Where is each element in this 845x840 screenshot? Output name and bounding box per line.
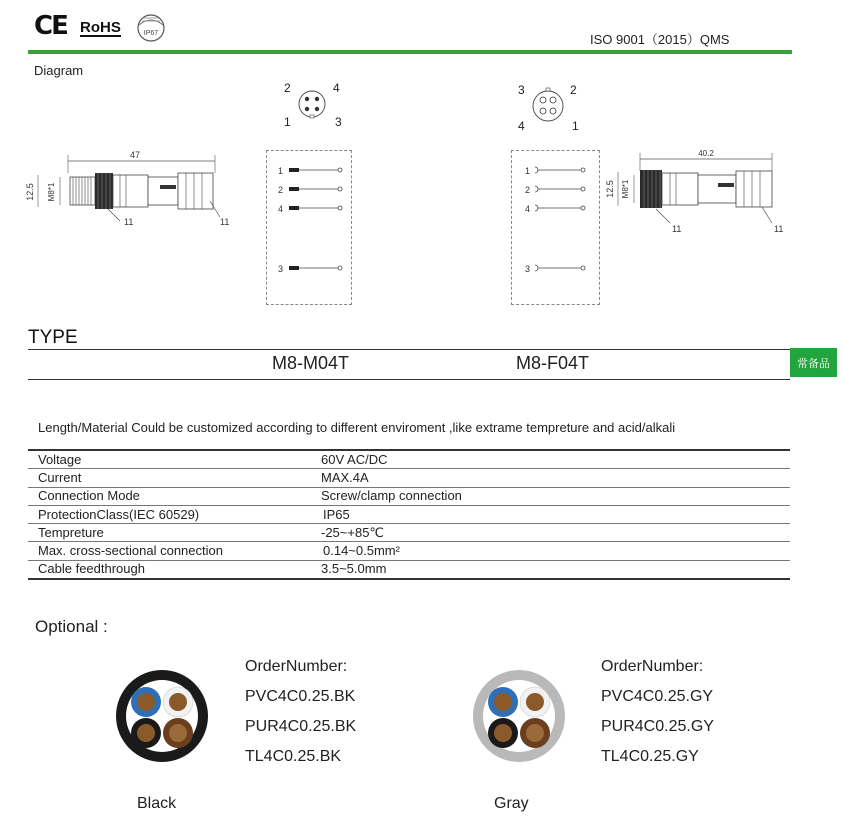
order-number: PUR4C0.25.GY xyxy=(601,718,714,735)
type-bottom-rule xyxy=(28,379,790,380)
female-thread-label: M8*1 xyxy=(621,179,630,199)
male-thread-label: M8*1 xyxy=(47,182,56,202)
ce-mark: CE xyxy=(34,11,67,41)
female-terminal-4: 4 xyxy=(525,204,531,214)
female-callout-a: 11 xyxy=(672,224,682,234)
male-face-pin-3: 3 xyxy=(335,115,342,129)
spec-value: 3.5~5.0mm xyxy=(321,560,790,579)
model-male: M8-M04T xyxy=(272,353,350,373)
male-face-pinout xyxy=(280,80,350,130)
order-number: PVC4C0.25.BK xyxy=(245,688,356,705)
ip-rating-icon xyxy=(134,13,168,43)
order-number: TL4C0.25.GY xyxy=(601,748,699,765)
black-order-block xyxy=(245,652,356,772)
model-female: M8-F04T xyxy=(516,353,590,373)
female-face-pin-4: 4 xyxy=(518,119,525,133)
spec-value: IP65 xyxy=(321,505,790,523)
male-terminal-1: 1 xyxy=(278,166,284,176)
type-top-rule xyxy=(28,349,790,350)
header-divider xyxy=(28,50,792,54)
table-row xyxy=(28,524,790,542)
female-terminal-diagram xyxy=(511,150,601,305)
female-callout-b: 11 xyxy=(774,224,784,234)
table-row xyxy=(28,542,790,560)
table-row xyxy=(28,560,790,579)
spec-value: 60V AC/DC xyxy=(321,450,790,469)
male-terminal-4: 4 xyxy=(278,204,284,214)
female-length-dimension: 40.2 xyxy=(698,149,714,158)
male-diameter-dimension: 12.5 xyxy=(25,183,35,201)
order-heading: OrderNumber: xyxy=(245,658,348,675)
spec-value: MAX.4A xyxy=(321,469,790,487)
male-face-pin-4: 4 xyxy=(333,81,340,95)
spec-label: Cable feedthrough xyxy=(28,560,321,579)
male-face-pin-2: 2 xyxy=(284,81,291,95)
spec-label: Current xyxy=(28,469,321,487)
female-face-pin-3: 3 xyxy=(518,83,525,97)
order-number: PUR4C0.25.BK xyxy=(245,718,357,735)
female-terminal-1: 1 xyxy=(525,166,531,176)
spec-label: Tempreture xyxy=(28,524,321,542)
spec-value: Screw/clamp connection xyxy=(321,487,790,505)
male-length-dimension: 47 xyxy=(129,150,141,160)
customization-note: Length/Material Could be customized according to different enviroment ,like extrame tempreture and acid/alkali xyxy=(38,420,676,435)
table-row xyxy=(28,450,790,469)
spec-table xyxy=(28,449,790,580)
female-terminal-2: 2 xyxy=(525,185,531,195)
black-cable-cross-section-icon xyxy=(112,666,212,766)
diagram-label: Diagram xyxy=(34,63,84,78)
female-connector-drawing xyxy=(600,145,800,240)
female-face-pinout xyxy=(514,80,584,135)
order-heading: OrderNumber: xyxy=(601,658,704,675)
female-face-pin-2: 2 xyxy=(570,83,577,97)
male-connector-drawing xyxy=(20,145,240,235)
male-terminal-diagram xyxy=(266,150,352,305)
spec-value: 0.14~0.5mm² xyxy=(321,542,790,560)
spec-label: ProtectionClass(IEC 60529) xyxy=(28,505,321,523)
rohs-mark: RoHS xyxy=(80,19,121,36)
spec-label: Connection Mode xyxy=(28,487,321,505)
male-terminal-2: 2 xyxy=(278,185,284,195)
table-row xyxy=(28,469,790,487)
table-row xyxy=(28,487,790,505)
spec-label: Max. cross-sectional connection xyxy=(28,542,321,560)
gray-order-block xyxy=(601,652,714,772)
iso-certification: ISO 9001（2015）QMS xyxy=(590,32,730,47)
male-face-pin-1: 1 xyxy=(284,115,291,129)
male-callout-a: 11 xyxy=(124,217,134,227)
order-number: PVC4C0.25.GY xyxy=(601,688,714,705)
type-heading: TYPE xyxy=(28,327,78,348)
spec-label: Voltage xyxy=(28,450,321,469)
female-face-pin-1: 1 xyxy=(572,119,579,133)
spec-value: -25~+85℃ xyxy=(321,524,790,542)
stock-badge: 常备品 xyxy=(790,348,837,377)
ip-rating-label: IP67 xyxy=(143,30,159,37)
gray-cable-label: Gray xyxy=(494,795,529,812)
order-number: TL4C0.25.BK xyxy=(245,748,342,765)
female-diameter-dimension: 12.5 xyxy=(605,180,615,198)
optional-heading: Optional : xyxy=(35,617,108,636)
black-cable-label: Black xyxy=(137,795,177,812)
male-callout-b: 11 xyxy=(220,217,230,227)
table-row xyxy=(28,505,790,523)
gray-cable-cross-section-icon xyxy=(469,666,569,766)
female-terminal-3: 3 xyxy=(525,264,531,274)
male-terminal-3: 3 xyxy=(278,264,284,274)
